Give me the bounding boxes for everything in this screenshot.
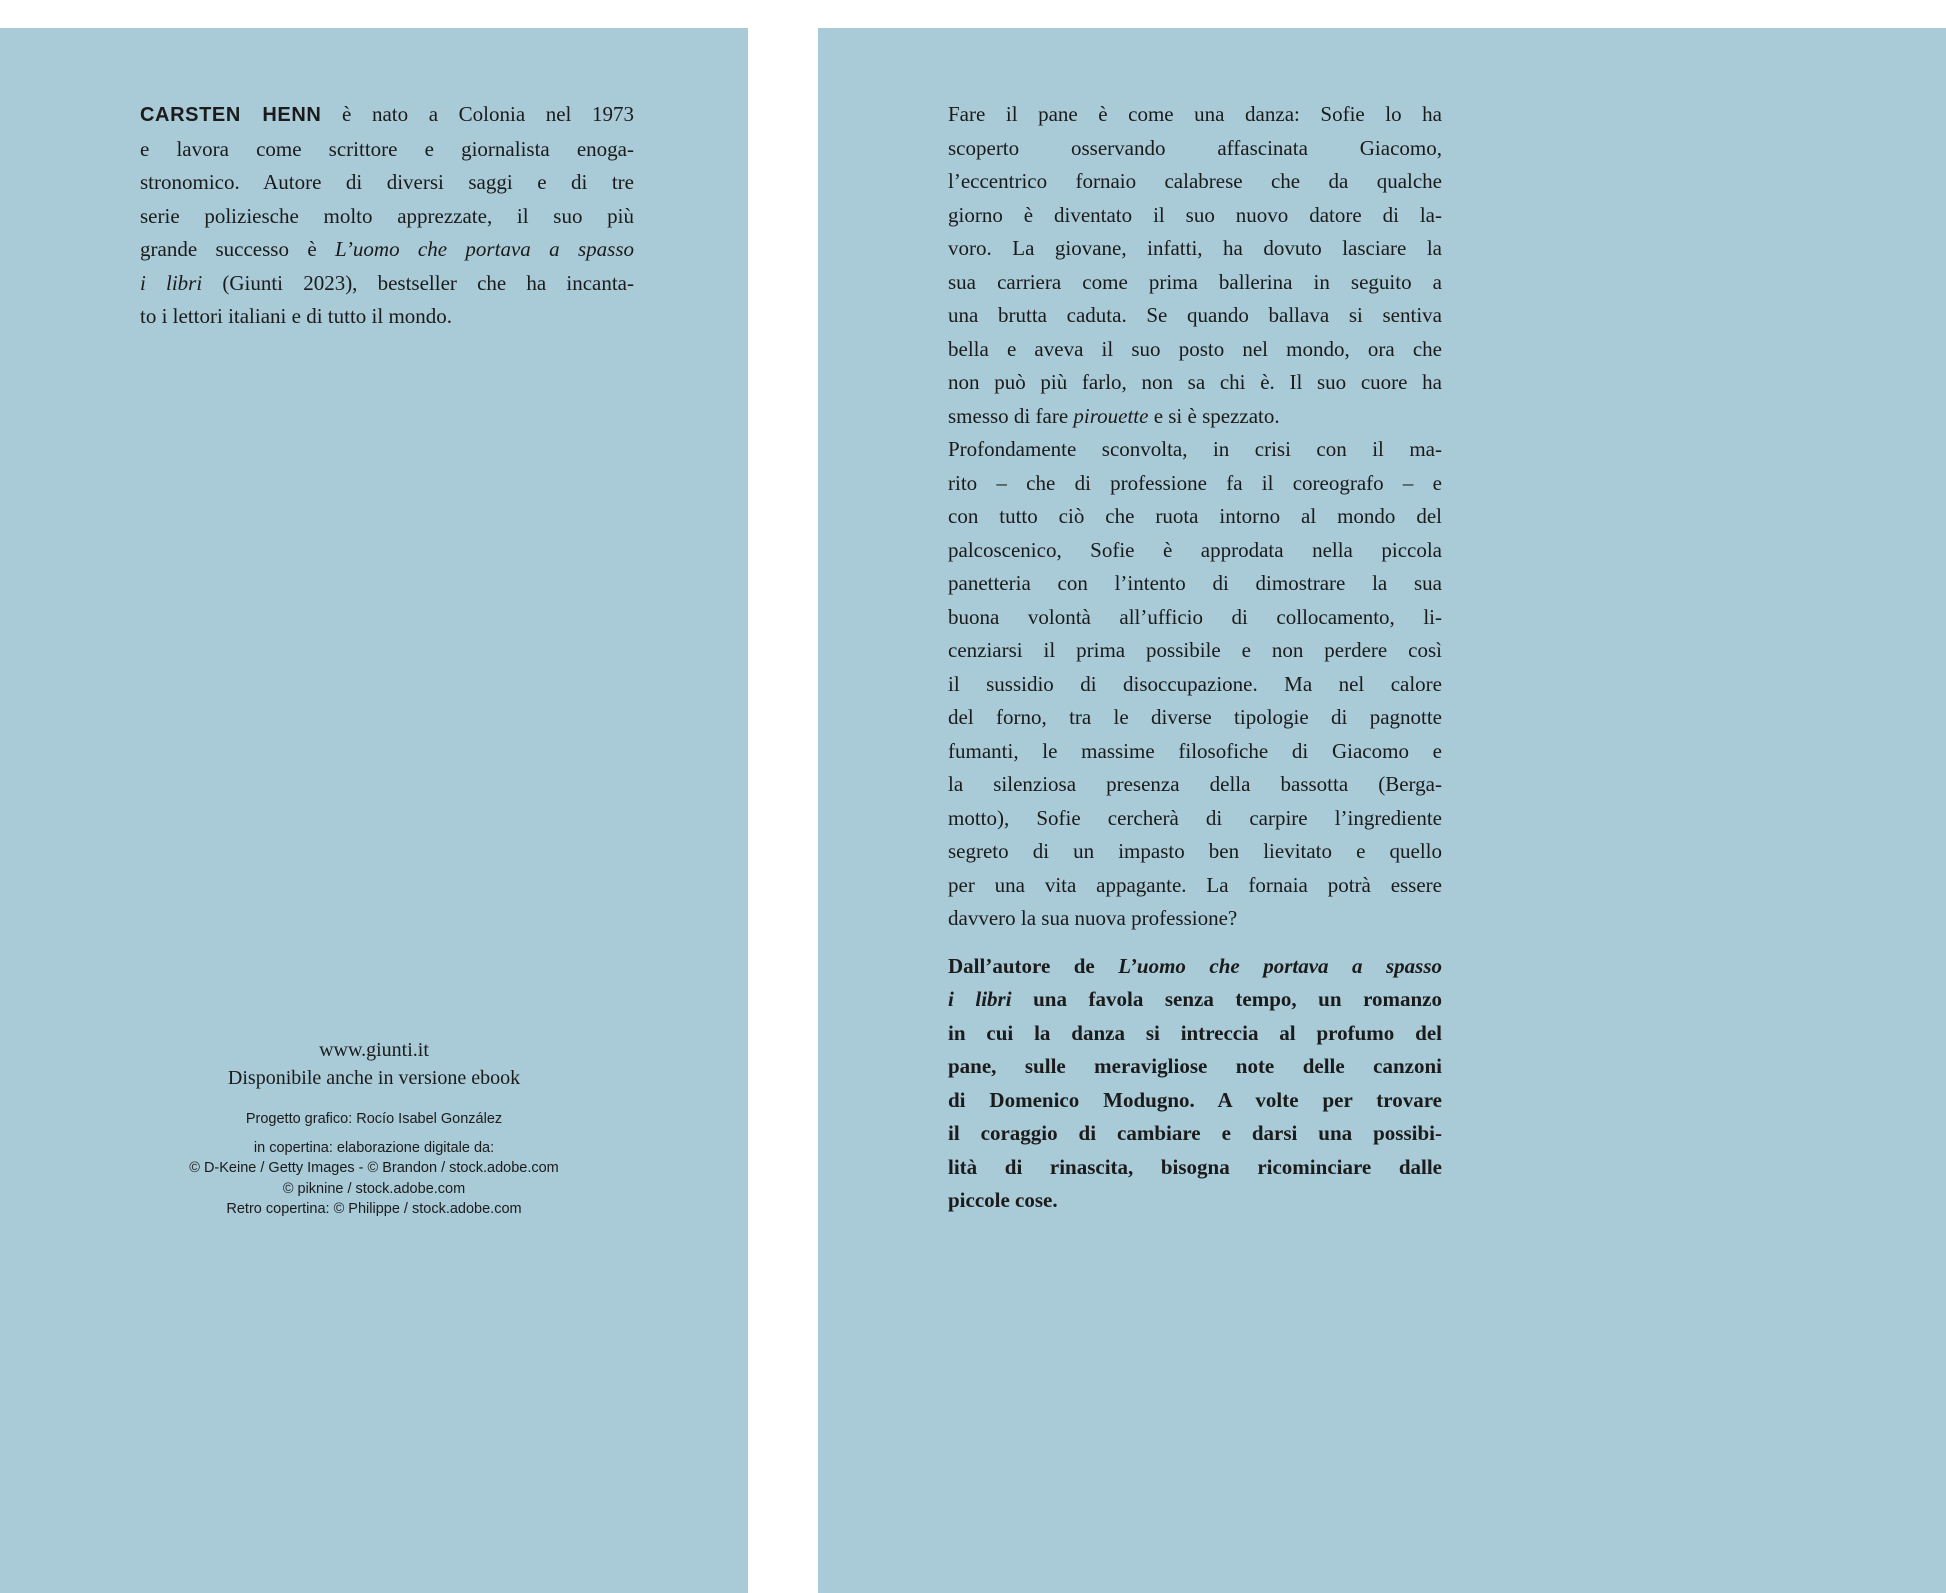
front-flap-panel [0,28,748,1593]
text-segment: la silenziosa presenza della bassotta (Berga- [948,772,1442,796]
back-flap-text [948,98,1442,1218]
text-line [948,366,1442,400]
text-segment: grande successo è [140,237,336,261]
text-line [948,433,1442,467]
text-line [948,735,1442,769]
text-line [948,1084,1442,1118]
text-segment: sua carriera come prima ballerina in seguito a [948,269,1442,294]
text-line [948,601,1442,635]
text-segment: L’uomo che portava a spasso [1118,953,1443,978]
text-segment: segreto di un impasto ben lievitato e quello [948,839,1442,863]
text-line [948,701,1442,735]
text-segment: fumanti, le massime filosofiche di Giacomo e [948,738,1442,763]
text-line [948,768,1442,802]
text-line [948,500,1442,534]
text-line [948,567,1442,601]
text-line [948,802,1442,836]
text-line [948,98,1442,132]
text-line [948,950,1442,984]
text-segment: non può più farlo, non sa chi è. Il suo cuore ha [948,370,1442,394]
text-segment: smesso di fare [948,403,1074,428]
back-flap-panel [818,28,1946,1593]
text-segment: palcoscenico, Sofie è approdata nella piccola [948,537,1442,562]
text-line [140,200,634,234]
text-line [948,902,1442,936]
book-synopsis [948,98,1442,936]
text-segment: lità di rinascita, bisogna ricominciare dalle [948,1154,1442,1179]
text-line [948,232,1442,266]
text-line [948,534,1442,568]
text-segment: piccole cose. [948,1188,1058,1212]
text-line [948,1151,1442,1185]
text-segment: il sussidio di disoccupazione. Ma nel calore [948,671,1442,696]
text-segment: (Giunti 2023), bestseller che ha incanta- [202,270,635,295]
text-line [948,299,1442,333]
text-line [948,467,1442,501]
text-segment: voro. La giovane, infatti, ha dovuto lasciare la [948,236,1442,260]
colophon [0,1036,748,1220]
text-segment: L’uomo che portava a spasso [335,237,634,261]
text-segment: i libri [140,270,203,295]
text-line [948,266,1442,300]
ebook-note: Disponibile anche in versione ebook [227,1067,521,1089]
text-segment: pane, sulle meravigliose note delle canzoni [948,1054,1442,1078]
text-line [948,869,1442,903]
text-segment: giorno è diventato il suo nuovo datore di la- [948,202,1442,227]
text-line [948,165,1442,199]
text-segment: Profondamente sconvolta, in crisi con il ma- [948,437,1442,461]
text-segment: di Domenico Modugno. A volte per trovare [948,1087,1442,1112]
text-line [948,199,1442,233]
credits-block [0,1109,748,1220]
text-segment: con tutto ciò che ruota intorno al mondo del [948,504,1442,528]
text-line [948,400,1442,434]
text-segment: Fare il pane è come una danza: Sofie lo ha [948,102,1442,126]
text-segment: per una vita appagante. La fornaia potrà essere [948,872,1442,897]
text-segment: una brutta caduta. Se quando ballava si sentiva [948,303,1442,327]
text-segment: il coraggio di cambiare e darsi una possibi- [948,1121,1442,1145]
text-segment: del forno, tra le diverse tipologie di pagnotte [948,705,1442,729]
text-segment: l’eccentrico fornaio calabrese che da qualche [948,169,1442,193]
text-line [948,1050,1442,1084]
back-cover-credit: Retro copertina: © Philippe / stock.adobe.com [226,1201,522,1217]
graphic-design-credit: Progetto grafico: Rocío Isabel González [245,1111,503,1127]
text-segment: rito – che di professione fa il coreografo – e [948,470,1442,495]
text-line [948,668,1442,702]
text-line [140,166,634,200]
text-segment: è nato a Colonia nel 1973 [321,102,634,126]
text-segment: i libri [948,987,1012,1011]
text-segment: motto), Sofie cercherà di carpire l’ingrediente [948,805,1442,830]
text-segment: stronomico. Autore di diversi saggi e di tre [140,170,634,194]
flap-gutter [748,0,818,1593]
text-segment: in cui la danza si intreccia al profumo del [948,1020,1442,1045]
publisher-blurb [948,950,1442,1218]
text-line [140,133,634,167]
text-line [948,983,1442,1017]
cover-credit-intro: in copertina: elaborazione digitale da: [253,1139,495,1156]
text-line [948,333,1442,367]
text-segment: una favola senza tempo, un romanzo [1011,987,1442,1011]
text-segment: davvero la sua nuova professione? [948,906,1238,930]
text-line [948,634,1442,668]
publisher-website: www.giunti.it [319,1039,429,1061]
text-segment: e lavora come scrittore e giornalista enoga- [140,136,634,161]
text-line [948,1184,1442,1218]
text-segment: e si è spezzato. [1148,403,1280,428]
text-segment: bella e aveva il suo posto nel mondo, ora che [948,336,1442,361]
text-segment: serie poliziesche molto apprezzate, il suo più [140,203,634,228]
text-segment: panetteria con l’intento di dimostrare la sua [948,571,1442,595]
text-line [948,835,1442,869]
text-segment: to i lettori italiani e di tutto il mondo. [140,304,453,328]
author-bio [140,98,634,334]
text-line [948,132,1442,166]
text-line [140,300,634,334]
text-line [948,1017,1442,1051]
text-segment: Dall’autore de [948,953,1119,978]
text-segment: scoperto osservando affascinata Giacomo, [948,135,1442,160]
text-line [948,1117,1442,1151]
text-line [140,98,634,133]
text-line [140,267,634,301]
text-segment: pirouette [1073,403,1149,428]
cover-credit-line-2: © piknine / stock.adobe.com [282,1180,466,1197]
text-line [140,233,634,267]
cover-credit-line-1: © D-Keine / Getty Images - © Brandon / stock.adobe.com [189,1160,559,1176]
text-segment: CARSTEN HENN [140,104,322,126]
text-segment: buona volontà all’ufficio di collocamento, li- [948,604,1442,629]
text-segment: cenziarsi il prima possibile e non perdere così [948,638,1442,662]
